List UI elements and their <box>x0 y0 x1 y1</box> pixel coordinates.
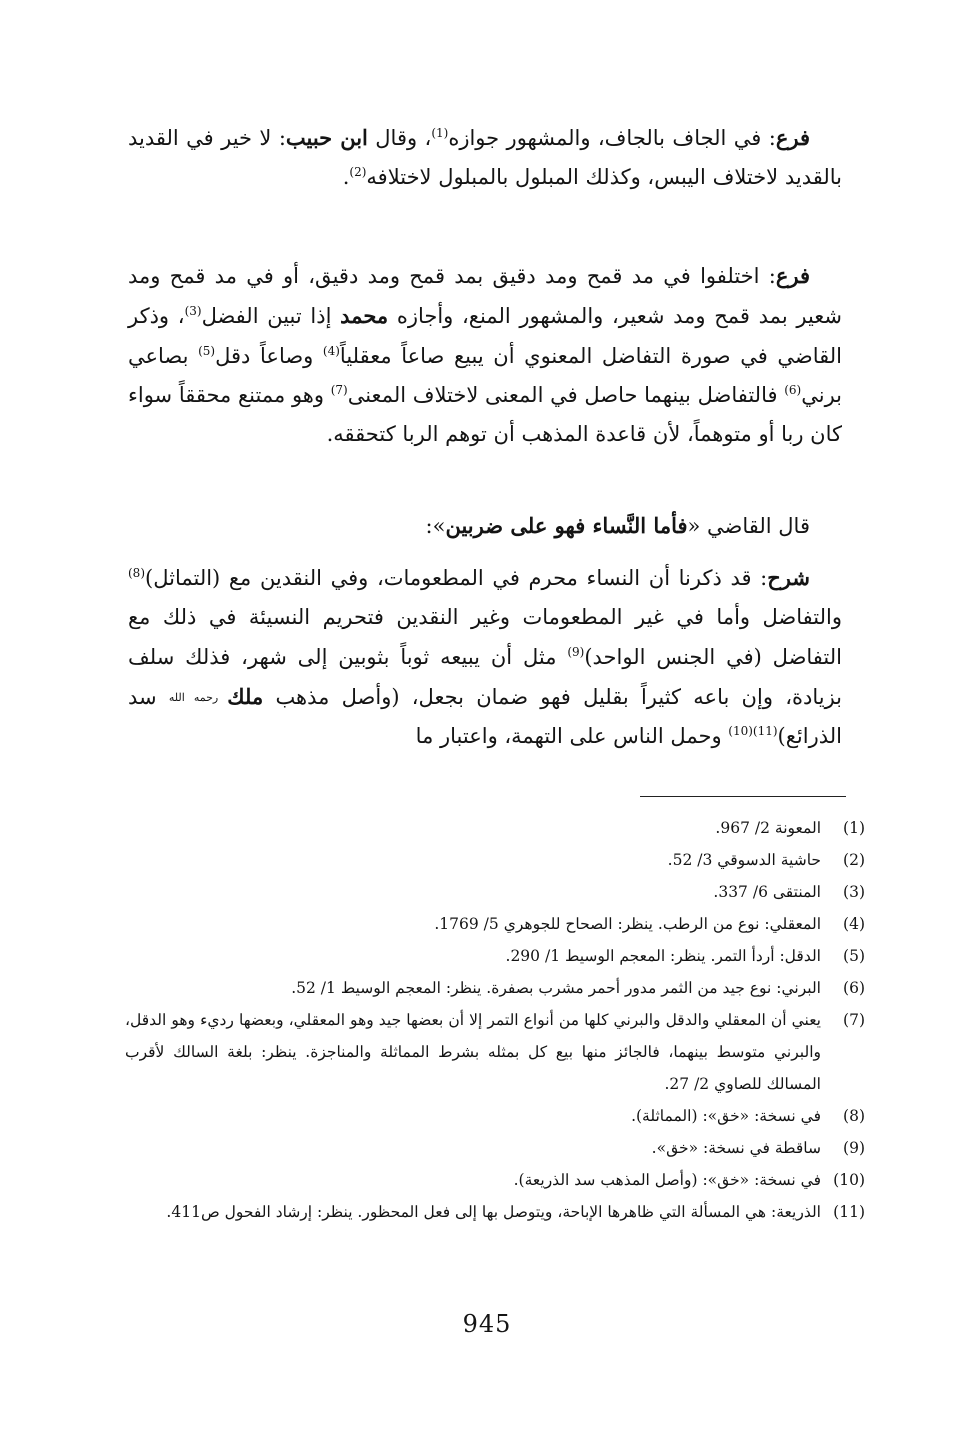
footnote-item <box>125 908 865 940</box>
footnote-ref: (7) <box>330 382 348 397</box>
footnote-item <box>125 1196 865 1228</box>
text-run: ، وذكر القاضي في صورة التفاضل المعنوي أن يبيع صاعاً معقلياً <box>128 304 842 368</box>
bold-term: ابن حبيب <box>285 125 368 150</box>
footnote-separator <box>640 796 846 797</box>
footnote-ref: (5) <box>198 343 216 358</box>
footnote-item <box>125 1100 865 1132</box>
footnote-text: المعقلي: نوع من الرطب. ينظر: الصحاح للجوهري 5/ 1769. <box>434 915 821 933</box>
footnote-item <box>125 1132 865 1164</box>
text-run: وحمل الناس على التهمة، واعتبار ما <box>415 724 729 749</box>
page-number: 945 <box>462 1310 512 1338</box>
footnote-ref: (10)(11) <box>728 724 778 739</box>
text-run: وصاعاً دقل <box>215 343 323 368</box>
footnote-ref: (2) <box>349 165 367 180</box>
footnote-number: (8) <box>843 1107 865 1125</box>
footnote-ref: (9) <box>567 644 585 659</box>
footnote-number: (4) <box>843 915 865 933</box>
footnote-number: (1) <box>843 819 865 837</box>
footnote-text: في نسخة: «خق»: (المماثلة). <box>631 1107 821 1125</box>
paragraph-3 <box>128 506 842 546</box>
bold-term: فرع <box>775 263 810 288</box>
footnote-text: المنتقى 6/ 337. <box>713 883 821 901</box>
text-run: : اختلفوا في مد قمح ومد دقيق بمد قمح ومد دقيق، أو في مد قمح ومد شعير بمد قمح ومد شعير، والمشهور المنع، وأجازه <box>128 264 843 329</box>
footnote-number: (7) <box>843 1011 865 1029</box>
footnote-text: الدقل: أردأ التمر. ينظر: المعجم الوسيط 1/ 290. <box>505 947 821 965</box>
footnote-number: (3) <box>843 883 865 901</box>
footnote-text: الذريعة: هي المسألة التي ظاهرها الإباحة، ويتوصل بها إلى فعل المحظور. ينظر: إرشاد الفحول ص411. <box>166 1203 821 1221</box>
text-run: بصاعي برني <box>128 343 843 407</box>
page-body <box>128 118 842 758</box>
honorific-mark: رحمه الله <box>168 690 228 704</box>
footnote-item <box>125 940 865 972</box>
footnote-number: (2) <box>843 851 865 869</box>
text-run: سد الذرائع) <box>128 684 842 749</box>
footnote-number: (5) <box>843 947 865 965</box>
bold-term: فأما النَّساء فهو على ضربين <box>445 513 688 538</box>
footnote-text: في نسخة: «خق»: (وأصل المذهب سد الذريعة). <box>513 1171 821 1189</box>
bold-term: فرع <box>775 125 810 150</box>
text-run: قال القاضي « <box>687 514 810 538</box>
footnote-ref: (8) <box>128 566 145 580</box>
text-run: والتفاضل وأما في غير المطعومات وغير النقدين فتحريم النسيئة في ذلك مع التفاضل (في الجنس الواحد) <box>128 605 842 669</box>
footnote-number: (10) <box>833 1171 865 1189</box>
text-run: . <box>342 165 350 190</box>
text-run: »: <box>425 514 446 538</box>
footnote-ref: (1) <box>431 126 449 140</box>
footnote-text: ساقطة في نسخة: «خق». <box>651 1139 821 1157</box>
footnote-text: البرني: نوع جيد من الثمر مدور أحمر مشرب بصفرة. ينظر: المعجم الوسيط 1/ 52. <box>291 979 821 997</box>
bold-term: شرح <box>767 565 810 590</box>
footnote-text: يعني أن المعقلي والدقل والبرني كلها من أنواع التمر إلا أن بعضها جيد وهو المعقلي، وبعضها رديء وهو الدقل، والبرني متوسط بينهما، فالجائز منها بيع كل بمثله بشرط المماثلة والمناجزة. ينظر: بلغة السالك لأقرب المسالك للصاوي 2/ 27. <box>125 1011 821 1093</box>
footnote-ref: (4) <box>322 343 340 358</box>
paragraph-2 <box>128 256 842 494</box>
footnote-number: (9) <box>843 1139 865 1157</box>
footnote-number: (6) <box>843 979 865 997</box>
footnote-ref: (6) <box>784 382 802 397</box>
footnote-number: (11) <box>833 1203 865 1221</box>
text-run: مثل أن يبيعه ثوباً بثوبين إلى شهر، فذلك سلف بزيادة، وإن باعه كثيراً بقليل فهو ضمان بجعل، (وأصل مذهب <box>128 644 843 709</box>
paragraph-1 <box>128 118 842 236</box>
text-run: فالتفاضل بينهما حاصل في المعنى لاختلاف المعنى <box>347 382 785 407</box>
footnote-item <box>125 972 865 1004</box>
paragraph-4 <box>128 558 842 758</box>
text-run: ، وقال <box>367 126 432 150</box>
text-run: وهو ممتنع محققاً سواء كان ربا أو متوهماً، لأن قاعدة المذهب أن توهم الربا كتحققه. <box>128 382 842 447</box>
text-run: : لا خير في القديد بالقديد لاختلاف اليبس، وكذلك المبلول بالمبلول لاختلافه <box>128 126 842 190</box>
footnote-item <box>125 876 865 908</box>
footnote-item <box>125 1164 865 1196</box>
footnote-text: حاشية الدسوقي 3/ 52. <box>667 851 821 869</box>
text-run: : قد ذكرنا أن النساء محرم في المطعومات، وفي النقدين مع (التماثل) <box>145 566 768 590</box>
footnote-item <box>125 844 865 876</box>
footnote-item <box>125 812 865 844</box>
footnote-ref: (3) <box>184 304 202 319</box>
text-run: : في الجاف بالجاف، والمشهور جوازه <box>448 126 776 150</box>
text-run: إذا تبين الفضل <box>201 304 341 329</box>
footnotes <box>125 812 865 1228</box>
footnote-text: المعونة 2/ 967. <box>715 819 821 837</box>
bold-term: محمد <box>340 303 389 329</box>
bold-term: ملك <box>227 683 264 709</box>
footnote-item <box>125 1004 865 1100</box>
